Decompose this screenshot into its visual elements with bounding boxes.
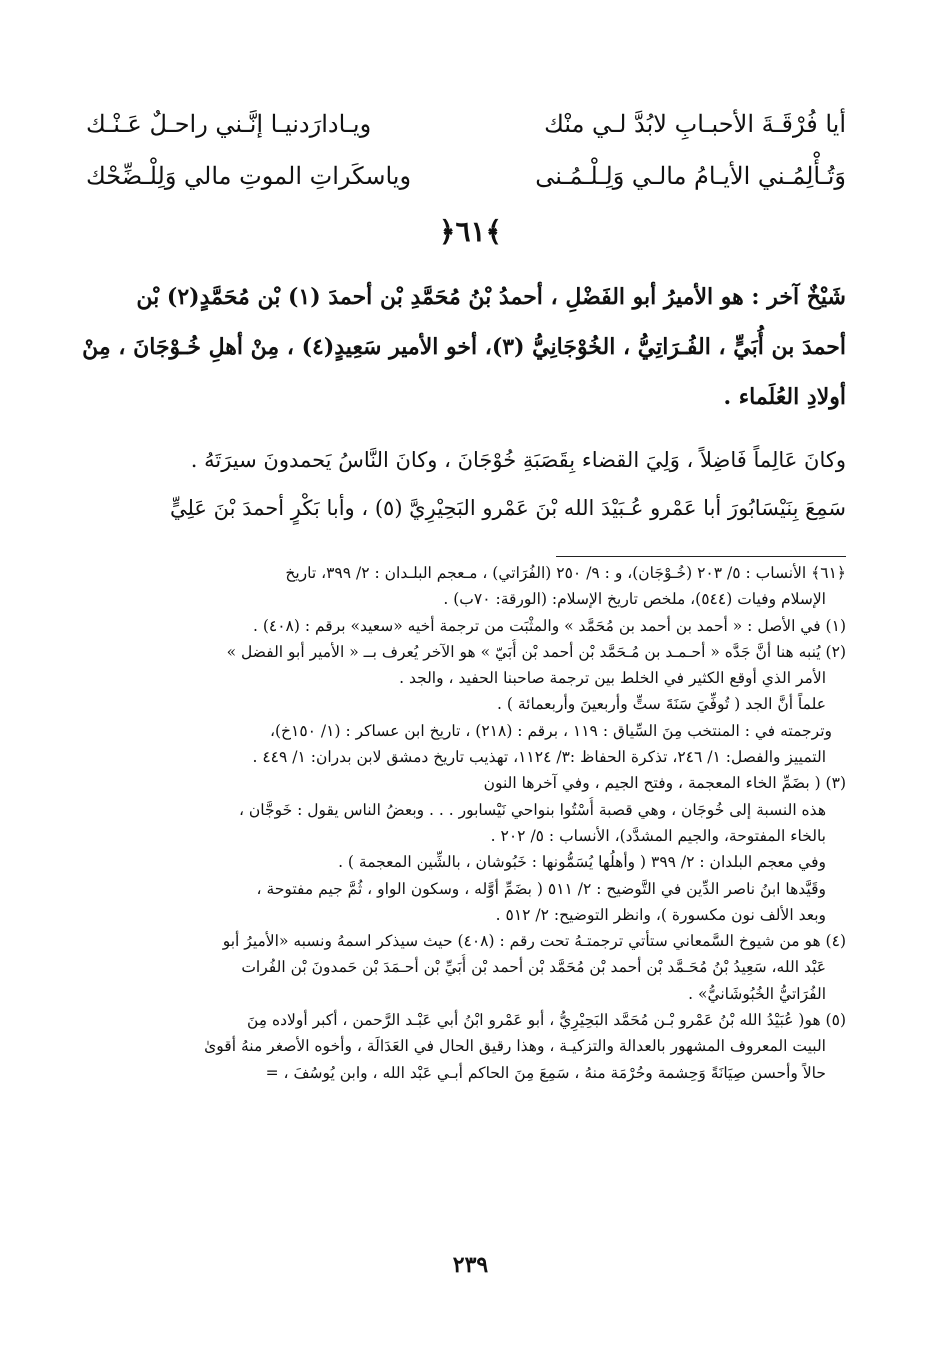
footnote-line: بالخاء المفتوحة، والجيم المشدَّد)، الأنساب : ٥/ ٢٠٢ .	[490, 826, 826, 845]
footnote-line: البيت المعروف المشهور بالعدالة والتزكيـة ، وهذا رقيق الحال في العَدَالَة ، وأخوه الأصغر منهُ أقوىٰ	[204, 1037, 826, 1056]
page-number: ٢٣٩	[452, 1252, 489, 1278]
footnote-line: ﴿٦١﴾ الأنساب : ٥/ ٢٠٣ (خُـوْجَان)، و : ٩/ ٢٥٠ (الفُرَاتي) ، مـعجم البلـدان : ٢/ ٣٩٩، تاريخ	[285, 564, 846, 582]
body-line: سَمِعَ بِنَيْسَابُورَ أبا عَمْرو عُـبَيْدَ الله بْنَ عَمْرو البَحِيْرِيَّ (٥) ، وأبا بَكْرٍ أحمدَ بْنَ عَلِيٍّ	[169, 496, 846, 520]
footnote-line: وفي معجم البلدان : ٢/ ٣٩٩ ( وأهلُها يُسَمُّونها : خَبُوشان ، بالشِّين المعجمة ) .	[338, 853, 826, 872]
footnote-line: هذه النسبة إلى خُوجَان ، وهي قصبة أُسْتُوا بنواحي نَيْسابور . . . وبعضُ الناس يقول : خَوجَّان ،	[238, 800, 826, 819]
heading-line: أحمدَ بن أُبَيٍّ ، الفُـرَاتِيُّ ، الخُوْجَانِيُّ (٣)، أخو الأمير سَعِيدٍ(٤) ، مِنْ أهلِ خُـوْجَانَ ، مِنْ	[82, 334, 846, 360]
footnote-line: (٥) هو( عُبَيْدُ الله بْنُ عَمْرو بْـن مُحَمَّد البَحِيْرِيُّ ، أبو عَمْرو ابْنُ أبي عَبْـد الرَّحمن ، أكبر أولاده مِنَ	[246, 1011, 846, 1030]
footnote-line: (٣) ( بضَمِّ الخاء المعجمة ، وفتح الجيم ، وفي آخرها النون	[483, 774, 846, 793]
footnote-line: حالاً وأحسن صِيَانَةً وَحِشمة وحُرْمَة منهُ ، سَمِعَ مِنَ الحاكم أبـي عَبْد الله ، وابن يُوسُفَ ، =	[265, 1063, 826, 1082]
heading-line: أولادِ العُلَماء .	[723, 384, 846, 410]
verse-hemistich-left: ويـادارَدنيـا إنَّـني راحـلٌ عَـنْـك	[86, 110, 372, 138]
verse-hemistich-left: وياسكَراتِ الموتِ مالي وَلِلْـضِّحْك	[86, 162, 412, 190]
footnotes	[76, 560, 846, 1086]
footnote-separator	[556, 556, 846, 557]
footnote-line: عَبْد الله، سَعِيدُ بْنُ مُحَـمَّد بْن أحمد بْن مُحَمَّد بْن أحمد بْن أُبَيِّ بْن أحـمَدَ بْن حَمدونَ بْن الفُرات	[241, 958, 826, 977]
poem-verses	[86, 100, 846, 204]
entry-number: ﴿٦١﴾	[439, 215, 502, 248]
footnote-line: (٢) يُنبه هنا أنَّ جَدَّه « أحـمـد بن مُـحَمَّد بْن أحمد بْن أُبَيّ » هو الآخر يُعرف بــ « الأمير أبو الفضل »	[226, 642, 846, 661]
footnote-line: الإسلام وفيات (٥٤٤)، ملخص تاريخ الإسلام: (الورقة: ٧٠ب) .	[443, 590, 826, 609]
main-text	[81, 272, 846, 532]
footnote-line: وبعد الألف نون مكسورة )، وانظر التوضيح: ٢/ ٥١٢ .	[495, 905, 826, 924]
footnote-line: التمييز والفصل: ١/ ٢٤٦، تذكرة الحفاظ :٣/ ١١٢٤، تهذيب تاريخ دمشق لابن بدران: ١/ ٤٤٩ .	[252, 748, 826, 767]
heading-line: شَيْخٌ آخر : هو الأميرُ أبو الفَضْلِ ، أحمدُ بْنُ مُحَمَّدِ بْن أحمدَ (١) بْن مُحَمَّدٍ(٢) بْن	[136, 284, 846, 310]
verse-hemistich-right: أيا فُرْقَـةَ الأحبـابِ لابُدَّ لـي منْك	[544, 110, 846, 138]
footnote-line: (٤) هو من شيوخ السَّمعاني ستأتي ترجمتـهُ تحت رقم : (٤٠٨) حيث سيذكر اسمهُ ونسبه «الأميرُ أبو	[222, 932, 846, 951]
footnote-line: (١) في الأصل : « أحمد بن أحمد بن مُحَمَّد » والمثْبَت من ترجمة أخيه «سعيد» برقم : (٤٠٨) .	[252, 616, 846, 635]
verse-row	[86, 152, 846, 204]
footnote-line: الفُرَاتيُّ الخُبُوشَانيُّ» .	[688, 984, 826, 1003]
verse-row	[86, 100, 846, 152]
footnote-line: علماً أنَّ الجد ( تُوفِّيَ سَنَةَ ستٍّ وأربعينَ وأربعمائة ) .	[497, 695, 826, 714]
body-line: وكانَ عَالِماً فَاضِلاً ، وَلِيَ القضاء بِقَصَبَةِ خُوْجَانَ ، وكانَ النَّاسُ يَحمدونَ سيرَتَهُ .	[190, 448, 846, 472]
footnote-line: وقَيَّدها ابنُ ناصر الدِّين في التَّوضيح : ٢/ ٥١١ ( بضَمِّ أوَّله ، وسكون الواو ، ثُمَّ جيم مفتوحة ،	[256, 879, 826, 898]
footnote-line: الأمر الذي أوقع الكثير في الخلط بين ترجمة صاحبنا الحفيد ، والجد .	[399, 669, 826, 688]
verse-hemistich-right: وَتُـأْلِمُـني الأيـامُ مالـي وَلِـلْـمُـنى	[535, 162, 846, 190]
footnote-line: وترجمته في : المنتخب مِنَ السِّياق : ١١٩ ، برقم : (٢١٨) ، تاريخ ابن عساكر : (١/ ١٥٠خ)،	[269, 721, 832, 740]
